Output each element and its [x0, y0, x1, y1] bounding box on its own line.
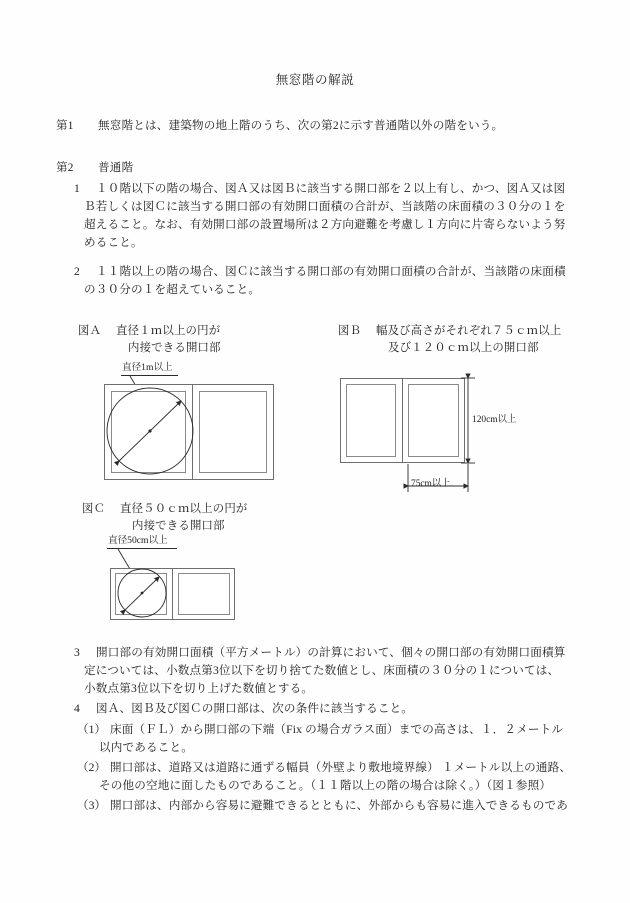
section-marker-dai2: 第2 [56, 161, 74, 174]
list-item-1-line-4: めること。 [84, 236, 143, 249]
condition-1-line-1: 床面（ＦＬ）から開口部の下端（Fix の場合ガラス面）までの高さは、１．２メートル [110, 723, 564, 736]
figure-a-caption-line-1: 直径１ｍ以上の円が [116, 325, 221, 337]
list-item-2-line-1: １１階以上の階の場合、図Ｃに該当する開口部の有効開口面積の合計が、当該階の床面積 [96, 265, 566, 278]
figure-c-callout-label: 直径50cm以上 [108, 535, 168, 546]
list-item-2-line-2: の３０分の１を超えていること。 [84, 283, 261, 296]
figure-b-caption-line-1: 幅及び高さがそれぞれ７５ｃｍ以上 [376, 325, 562, 337]
figure-c-label: 図Ｃ [82, 503, 106, 515]
list-item-4-line-1: 図Ａ、図Ｂ及び図Ｃの開口部は、次の条件に該当すること。 [96, 702, 414, 715]
list-item-number-4: 4 [74, 702, 80, 715]
condition-number-2: （2） [77, 761, 106, 774]
list-item-number-3: 3 [74, 646, 80, 659]
condition-2-line-2: その他の空地に面したものであること。（１１階以上の階の場合は除く。）（図１参照） [99, 779, 552, 792]
condition-3-line-1: 開口部は、内部から容易に避難できるとともに、外部からも容易に進入できるものであ [110, 799, 569, 812]
figure-b-caption-line-2: 及び１２０ｃｍ以上の開口部 [388, 342, 539, 354]
figure-a-label: 図Ａ [78, 325, 102, 337]
figure-a-caption-line-2: 内接できる開口部 [128, 342, 221, 354]
list-item-number-2: 2 [74, 265, 80, 278]
list-item-3-line-3: 小数点第3位以下を切り上げた数値とする。 [84, 682, 314, 695]
figure-b-label: 図Ｂ [338, 325, 362, 337]
page-title: 無窓階の解説 [275, 73, 355, 87]
list-item-1-line-1: １０階以下の階の場合、図Ａ又は図Ｂに該当する開口部を２以上有し、かつ、図Ａ又は図 [96, 182, 566, 195]
list-item-1-line-3: 超えること。なお、有効開口部の設置場所は２方向避難を考慮し１方向に片寄らないよう努 [84, 218, 566, 231]
condition-1-line-2: 以内であること。 [99, 741, 193, 754]
condition-number-1: （1） [77, 723, 106, 736]
figure-c-caption-line-2: 内接できる開口部 [132, 520, 225, 532]
figure-b-height-dimension-label: 120cm以上 [472, 415, 517, 425]
condition-2-line-1: 開口部は、道路又は道路に通ずる幅員（外壁より敷地境界線） １メートル以上の通路、 [110, 761, 572, 774]
list-item-1-line-2: Ｂ若しくは図Ｃに該当する開口部の有効開口面積の合計が、当該階の床面積の３０分の１を [84, 200, 566, 213]
list-item-number-1: 1 [74, 182, 80, 195]
section-heading-dai2: 普通階 [98, 161, 134, 174]
section-body-dai1: 無窓階とは、建築物の地上階のうち、次の第2に示す普通階以外の階をいう。 [98, 119, 504, 132]
list-item-3-line-1: 開口部の有効開口面積（平方メートル）の計算において、個々の開口部の有効開口面積算 [96, 646, 566, 659]
section-marker-dai1: 第1 [56, 119, 74, 132]
condition-number-3: （3） [77, 799, 106, 812]
figure-b-width-dimension-label: 75cm以上 [411, 479, 451, 489]
figure-c-caption-line-1: 直径５０ｃｍ以上の円が [120, 503, 248, 515]
figure-a-callout-label: 直径1m以上 [122, 362, 173, 373]
list-item-3-line-2: 定については、小数点第3位以下を切り捨てた数値とし、床面積の３０分の１については、 [84, 664, 560, 677]
figure-c-inscribed-circle [110, 568, 235, 620]
